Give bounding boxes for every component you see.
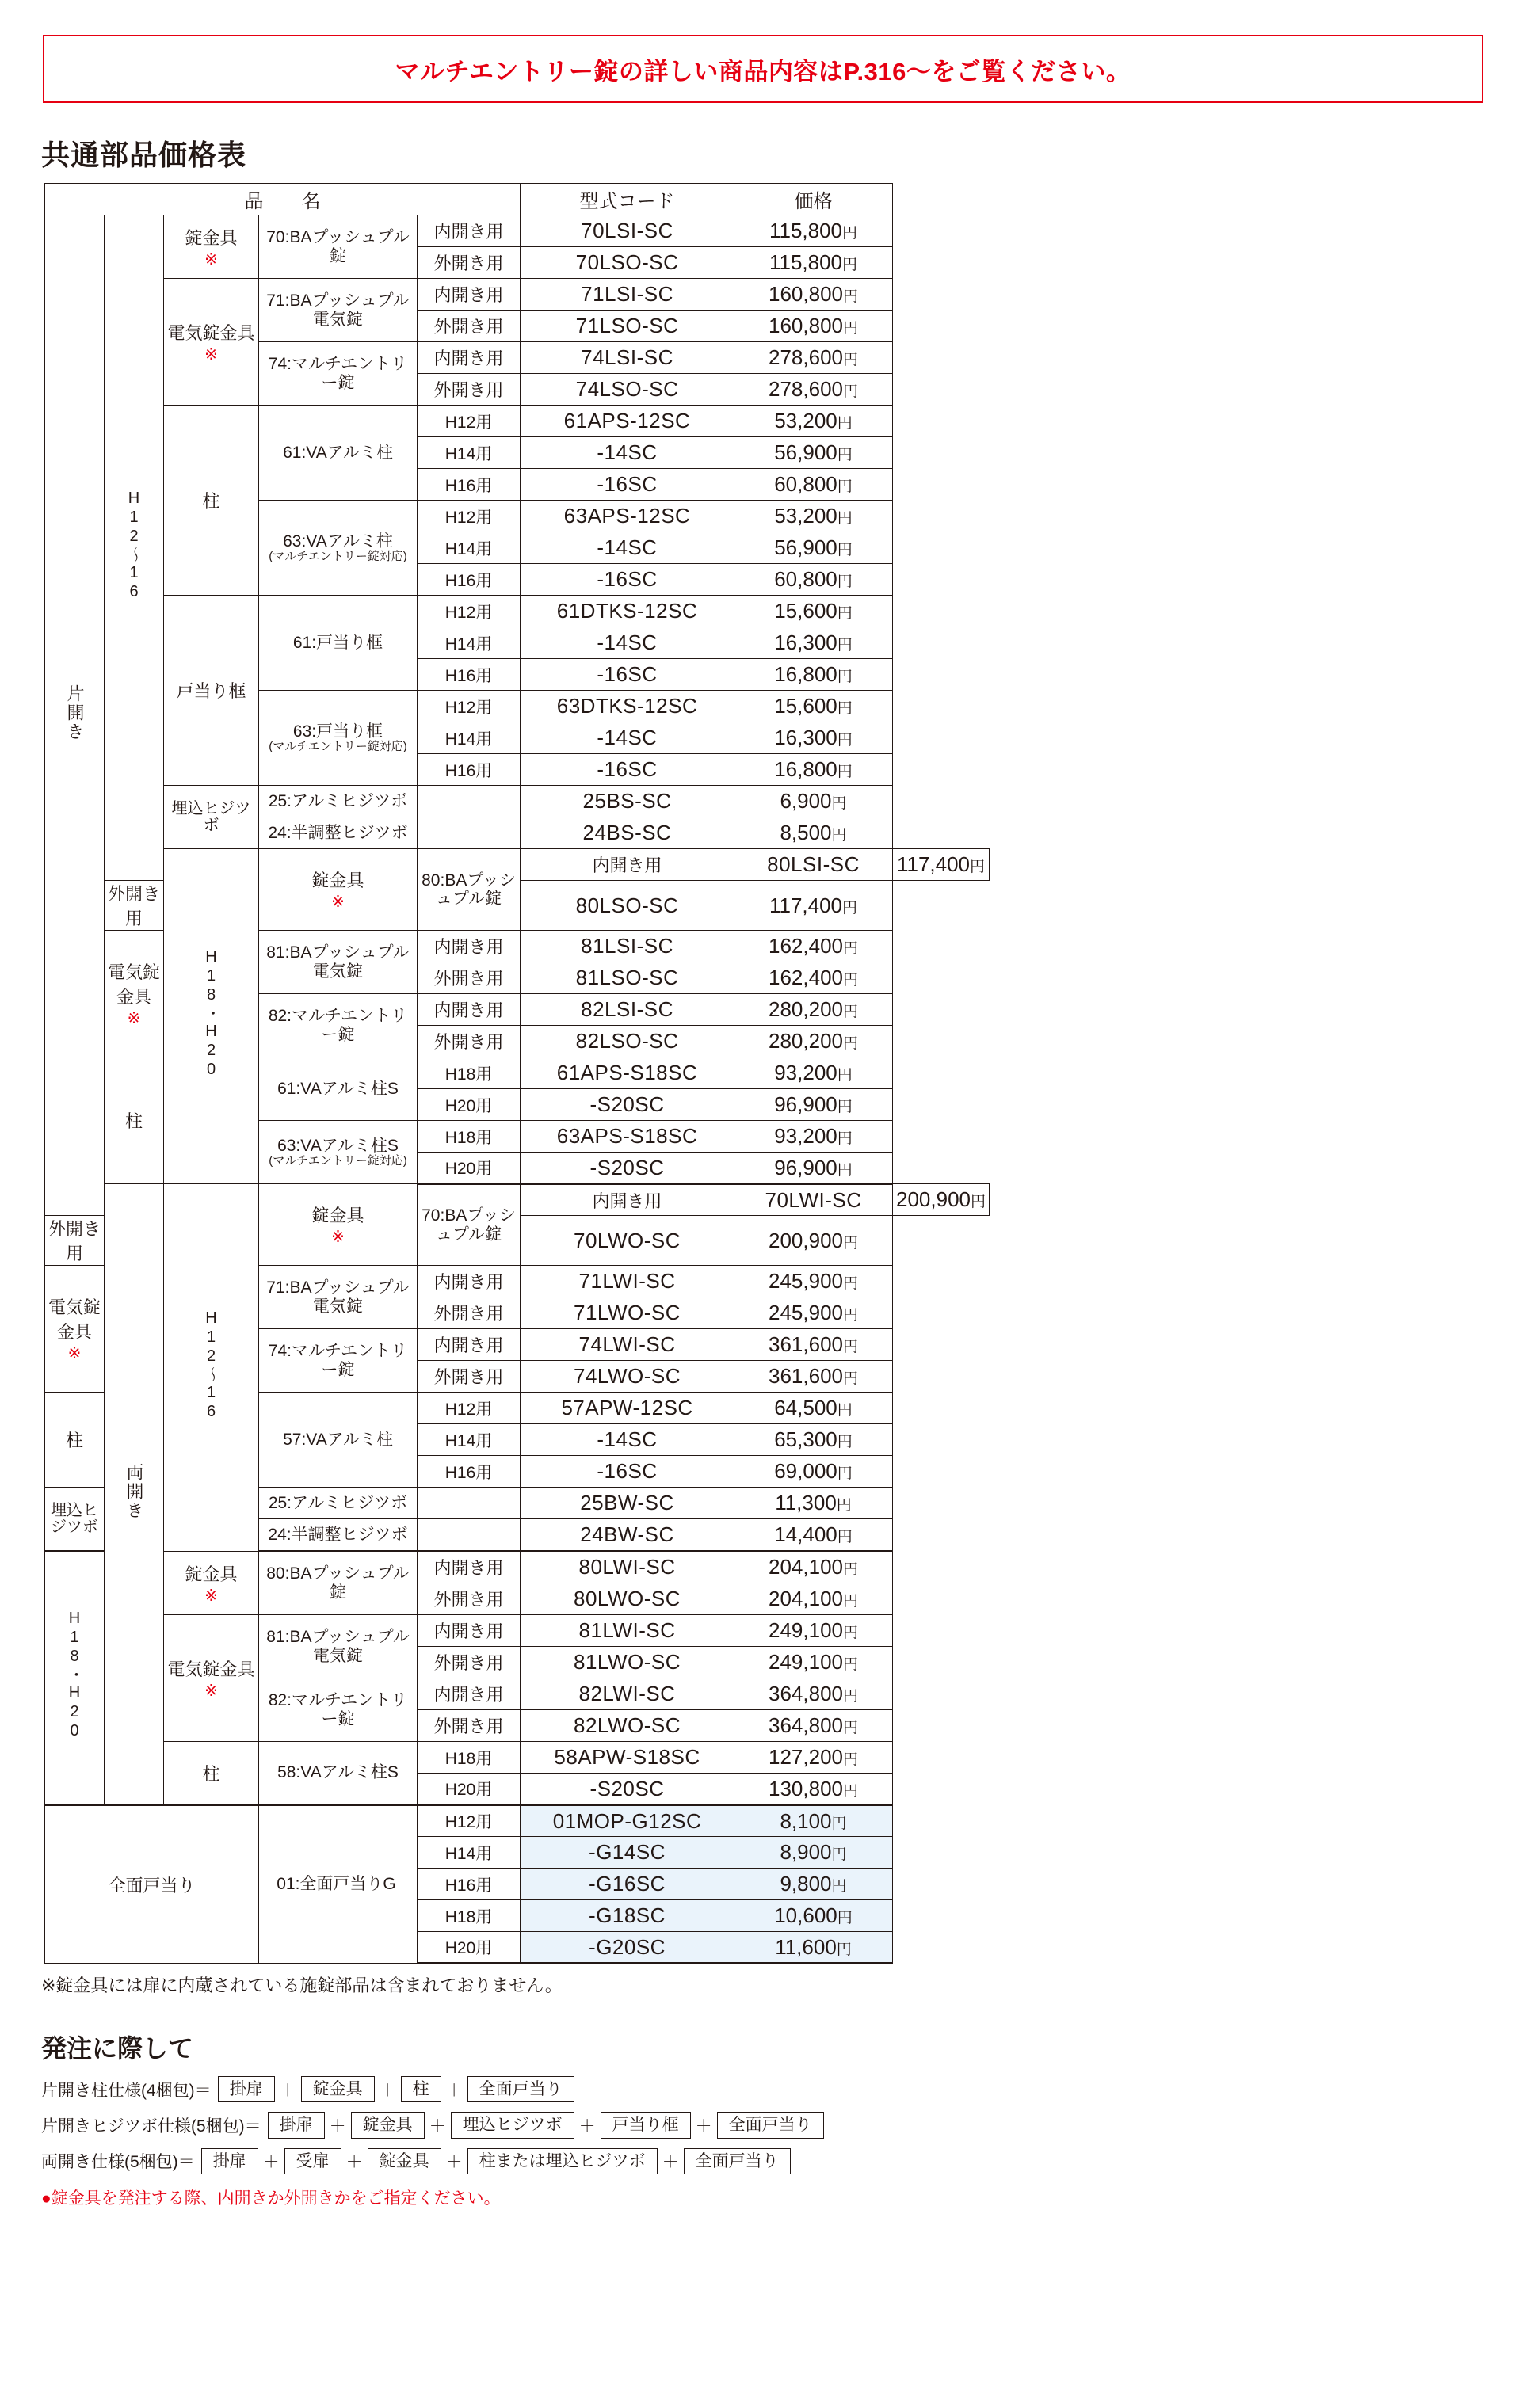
price: 160,800円 (734, 311, 893, 342)
plus-sign: ＋ (279, 2081, 296, 2100)
category-cell: 錠金具 ※ (259, 849, 418, 931)
item-name: 24:半調整ヒジツボ (259, 1519, 418, 1551)
model-code: 82LSI-SC (521, 994, 734, 1026)
direction: 外開き用 (418, 1710, 521, 1742)
model-code: 58APW-S18SC (521, 1742, 734, 1774)
item-name: 81:BAプッシュプル電気錠 (259, 931, 418, 994)
model-code: 71LWO-SC (521, 1297, 734, 1329)
model-code: 81LSI-SC (521, 931, 734, 962)
item-name: 25:アルミヒジツボ (259, 786, 418, 817)
item-name: 61:VAアルミ柱 (259, 406, 418, 501)
direction (418, 1488, 521, 1519)
height-option: H16用 (418, 469, 521, 501)
direction: 外開き用 (418, 1361, 521, 1393)
item-name: 71:BAプッシュプル電気錠 (259, 279, 418, 342)
height-option: H12用 (418, 596, 521, 627)
height-option: H20用 (418, 1774, 521, 1805)
notice-banner (43, 35, 1483, 103)
direction: 内開き用 (521, 849, 734, 881)
category-cell: 電気錠金具 ※ (164, 1615, 259, 1742)
height-option: H18用 (418, 1900, 521, 1932)
item-name: 61:VAアルミ柱S (259, 1057, 418, 1121)
direction: 外開き用 (105, 881, 164, 931)
category-cell: 錠金具 ※ (164, 1552, 259, 1615)
price: 364,800円 (734, 1710, 893, 1742)
order-note: ●錠金具を発注する際、内開きか外開きかをご指定ください。 (41, 2189, 501, 2208)
price: 15,600円 (734, 691, 893, 722)
model-code: -S20SC (521, 1774, 734, 1805)
header-code: 型式コード (521, 184, 734, 215)
item-name: 63:VAアルミ柱 (マルチエントリー錠対応) (259, 501, 418, 596)
height-option: H12用 (418, 406, 521, 437)
plus-sign: ＋ (345, 2153, 363, 2172)
model-code: 74LSO-SC (521, 374, 734, 406)
order-line-1 (41, 2076, 1526, 2102)
category-cell: 電気錠金具 ※ (164, 279, 259, 406)
model-code: 01MOP-G12SC (521, 1805, 734, 1837)
item-name: 81:BAプッシュプル電気錠 (259, 1615, 418, 1678)
model-code: -16SC (521, 564, 734, 596)
model-code: 71LWI-SC (521, 1266, 734, 1297)
height-option: H12用 (418, 691, 521, 722)
model-code: 25BS-SC (521, 786, 734, 817)
order-chip: 戸当り框 (601, 2112, 691, 2138)
model-code: 61DTKS-12SC (521, 596, 734, 627)
price: 200,900円 (734, 1216, 893, 1266)
height-option: H20用 (418, 1153, 521, 1184)
direction: 外開き用 (418, 1026, 521, 1057)
full-stopper-label: 全面戸当り (45, 1805, 259, 1964)
order-chip: 錠金具 (301, 2076, 375, 2102)
model-code: 70LSO-SC (521, 247, 734, 279)
model-code: 74LWO-SC (521, 1361, 734, 1393)
order-line-2-label: 片開きヒジツボ仕様(5梱包)＝ (41, 2117, 261, 2136)
price: 14,400円 (734, 1519, 893, 1551)
price: 53,200円 (734, 501, 893, 532)
order-section-title: 発注に際して (41, 2034, 194, 2063)
item-name: 80:BAプッシュプル錠 (418, 849, 521, 931)
direction: 外開き用 (418, 374, 521, 406)
direction: 外開き用 (418, 1297, 521, 1329)
height-option: H12用 (418, 1805, 521, 1837)
open-type-ryoubiraki: 両開き (105, 1184, 164, 1805)
model-code: 25BW-SC (521, 1488, 734, 1519)
table-row (45, 279, 990, 311)
order-line-1-label: 片開き柱仕様(4梱包)＝ (41, 2081, 212, 2100)
model-code: 80LSO-SC (521, 881, 734, 931)
model-code: 82LWO-SC (521, 1710, 734, 1742)
model-code: -G16SC (521, 1869, 734, 1900)
plus-sign: ＋ (329, 2117, 346, 2136)
model-code: 82LSO-SC (521, 1026, 734, 1057)
price: 204,100円 (734, 1583, 893, 1615)
price: 11,600円 (734, 1932, 893, 1964)
model-code: -16SC (521, 469, 734, 501)
item-name: 25:アルミヒジツボ (259, 1488, 418, 1519)
plus-sign: ＋ (578, 2117, 596, 2136)
price: 280,200円 (734, 1026, 893, 1057)
price: 11,300円 (734, 1488, 893, 1519)
table-row (45, 849, 990, 881)
model-code: 80LWI-SC (521, 1552, 734, 1583)
category-cell: 柱 (45, 1393, 105, 1488)
price: 93,200円 (734, 1057, 893, 1089)
price: 16,300円 (734, 627, 893, 659)
category-cell: 錠金具 ※ (164, 215, 259, 279)
height-option: H16用 (418, 659, 521, 691)
order-chip: 全面戸当り (684, 2148, 791, 2174)
price: 8,900円 (734, 1837, 893, 1869)
price: 15,600円 (734, 596, 893, 627)
model-code: -16SC (521, 1456, 734, 1488)
order-chip: 全面戸当り (717, 2112, 824, 2138)
model-code: -G20SC (521, 1932, 734, 1964)
height-option: H14用 (418, 437, 521, 469)
height-block-h18-h20-2: H18・H20 (45, 1552, 105, 1805)
price: 115,800円 (734, 247, 893, 279)
header-name: 品 名 (45, 184, 521, 215)
plus-sign: ＋ (262, 2153, 280, 2172)
direction: 外開き用 (418, 962, 521, 994)
item-name: 63:戸当り框 (マルチエントリー錠対応) (259, 691, 418, 786)
model-code: -14SC (521, 627, 734, 659)
price: 65,300円 (734, 1424, 893, 1456)
category-cell: 電気錠金具 ※ (105, 931, 164, 1057)
order-chip: 柱 (401, 2076, 441, 2102)
direction: 内開き用 (418, 342, 521, 374)
order-chip: 全面戸当り (467, 2076, 574, 2102)
order-chip: 柱または埋込ヒジツボ (467, 2148, 658, 2174)
height-option: H16用 (418, 1869, 521, 1900)
model-code: 24BW-SC (521, 1519, 734, 1551)
price: 96,900円 (734, 1089, 893, 1121)
direction: 外開き用 (418, 247, 521, 279)
model-code: 71LSO-SC (521, 311, 734, 342)
height-block-h18-h20: H18・H20 (164, 849, 259, 1184)
direction: 外開き用 (418, 1583, 521, 1615)
direction: 内開き用 (418, 994, 521, 1026)
price: 130,800円 (734, 1774, 893, 1805)
order-chip: 錠金具 (368, 2148, 441, 2174)
height-option: H16用 (418, 1456, 521, 1488)
order-chip: 掛扉 (268, 2112, 325, 2138)
open-type-katabiraki: 片開き (45, 215, 105, 1216)
table-row (45, 406, 990, 437)
item-name: 74:マルチエントリー錠 (259, 342, 418, 406)
model-code: 70LWI-SC (734, 1184, 893, 1216)
height-option: H14用 (418, 1424, 521, 1456)
direction: 内開き用 (418, 1329, 521, 1361)
category-cell: 電気錠金具 ※ (45, 1266, 105, 1393)
page-title: 共通部品価格表 (41, 139, 247, 171)
plus-sign: ＋ (429, 2117, 446, 2136)
model-code: 63APS-S18SC (521, 1121, 734, 1153)
direction: 外開き用 (418, 311, 521, 342)
category-cell: 戸当り框 (164, 596, 259, 786)
price: 60,800円 (734, 469, 893, 501)
table-row (45, 1742, 990, 1774)
table-body (45, 215, 990, 1964)
price: 8,500円 (734, 817, 893, 849)
height-option: H20用 (418, 1089, 521, 1121)
item-name: 24:半調整ヒジツボ (259, 817, 418, 849)
direction: 内開き用 (418, 215, 521, 247)
category-cell: 柱 (164, 1742, 259, 1805)
direction: 内開き用 (418, 931, 521, 962)
table-row (45, 596, 990, 627)
notice-text: マルチエントリー錠の詳しい商品内容はP.316～をご覧ください。 (395, 57, 1131, 86)
model-code: 57APW-12SC (521, 1393, 734, 1424)
model-code: -14SC (521, 532, 734, 564)
order-chip: 掛扉 (218, 2076, 275, 2102)
price: 53,200円 (734, 406, 893, 437)
table-row (45, 215, 990, 247)
price: 361,600円 (734, 1329, 893, 1361)
model-code: -16SC (521, 659, 734, 691)
plus-sign: ＋ (662, 2153, 679, 2172)
price: 162,400円 (734, 931, 893, 962)
height-block-h12-16: H12～16 (105, 215, 164, 881)
price: 69,000円 (734, 1456, 893, 1488)
price: 245,900円 (734, 1266, 893, 1297)
order-line-3-label: 両開き仕様(5梱包)＝ (41, 2153, 195, 2172)
model-code: -S20SC (521, 1153, 734, 1184)
price: 200,900円 (893, 1184, 990, 1216)
model-code: -14SC (521, 722, 734, 754)
price: 361,600円 (734, 1361, 893, 1393)
item-name: 57:VAアルミ柱 (259, 1393, 418, 1488)
order-chip: 掛扉 (201, 2148, 258, 2174)
price: 8,100円 (734, 1805, 893, 1837)
price: 16,800円 (734, 659, 893, 691)
order-line-2 (41, 2112, 1526, 2138)
model-code: 80LSI-SC (734, 849, 893, 881)
plus-sign: ＋ (379, 2081, 396, 2100)
price: 9,800円 (734, 1869, 893, 1900)
price: 249,100円 (734, 1647, 893, 1678)
model-code: 24BS-SC (521, 817, 734, 849)
price: 16,800円 (734, 754, 893, 786)
model-code: -14SC (521, 437, 734, 469)
direction (418, 1519, 521, 1551)
height-option: H18用 (418, 1742, 521, 1774)
model-code: -G14SC (521, 1837, 734, 1869)
height-option: H18用 (418, 1057, 521, 1089)
model-code: 74LSI-SC (521, 342, 734, 374)
direction: 外開き用 (45, 1216, 105, 1266)
item-name: 74:マルチエントリー錠 (259, 1329, 418, 1393)
model-code: 70LWO-SC (521, 1216, 734, 1266)
category-cell: 柱 (164, 406, 259, 596)
plus-sign: ＋ (445, 2153, 463, 2172)
price: 117,400円 (893, 849, 990, 881)
height-option: H14用 (418, 532, 521, 564)
price: 280,200円 (734, 994, 893, 1026)
table-row (45, 1805, 990, 1837)
price: 16,300円 (734, 722, 893, 754)
price: 364,800円 (734, 1678, 893, 1710)
price: 56,900円 (734, 437, 893, 469)
item-name: 63:VAアルミ柱S (マルチエントリー錠対応) (259, 1121, 418, 1184)
category-cell: 埋込ヒジツボ (164, 786, 259, 849)
height-option: H20用 (418, 1932, 521, 1964)
model-code: 61APS-12SC (521, 406, 734, 437)
item-name: 80:BAプッシュプル錠 (259, 1552, 418, 1615)
direction (418, 786, 521, 817)
order-chip: 錠金具 (351, 2112, 425, 2138)
model-code: 71LSI-SC (521, 279, 734, 311)
table-row (45, 1615, 990, 1647)
model-code: -14SC (521, 1424, 734, 1456)
model-code: 61APS-S18SC (521, 1057, 734, 1089)
price: 278,600円 (734, 374, 893, 406)
table-footnote: ※錠金具には扉に内蔵されている施錠部品は含まれておりません。 (41, 1976, 563, 1995)
price: 6,900円 (734, 786, 893, 817)
model-code: 63APS-12SC (521, 501, 734, 532)
category-cell: 錠金具 ※ (259, 1184, 418, 1266)
model-code: -G18SC (521, 1900, 734, 1932)
direction: 内開き用 (418, 1615, 521, 1647)
direction (418, 817, 521, 849)
model-code: 70LSI-SC (521, 215, 734, 247)
model-code: 80LWO-SC (521, 1583, 734, 1615)
price: 96,900円 (734, 1153, 893, 1184)
height-option: H12用 (418, 1393, 521, 1424)
order-chip: 埋込ヒジツボ (451, 2112, 574, 2138)
plus-sign: ＋ (445, 2081, 463, 2100)
height-option: H16用 (418, 564, 521, 596)
item-name: 71:BAプッシュプル電気錠 (259, 1266, 418, 1329)
price: 127,200円 (734, 1742, 893, 1774)
direction: 内開き用 (418, 279, 521, 311)
plus-sign: ＋ (695, 2117, 712, 2136)
price: 278,600円 (734, 342, 893, 374)
direction: 内開き用 (418, 1678, 521, 1710)
price: 56,900円 (734, 532, 893, 564)
direction: 内開き用 (418, 1266, 521, 1297)
item-name: 70:BAプッシュプル錠 (418, 1184, 521, 1266)
model-code: 81LWI-SC (521, 1615, 734, 1647)
item-name: 61:戸当り框 (259, 596, 418, 691)
model-code: 81LSO-SC (521, 962, 734, 994)
price: 204,100円 (734, 1552, 893, 1583)
price: 60,800円 (734, 564, 893, 596)
header-price: 価格 (734, 184, 893, 215)
height-option: H14用 (418, 1837, 521, 1869)
item-name: 82:マルチエントリー錠 (259, 994, 418, 1057)
table-row (45, 786, 990, 817)
model-code: -S20SC (521, 1089, 734, 1121)
direction: 内開き用 (418, 1552, 521, 1583)
price: 245,900円 (734, 1297, 893, 1329)
item-name: 82:マルチエントリー錠 (259, 1678, 418, 1742)
table-row (45, 1184, 990, 1216)
full-stopper-item: 01:全面戸当りG (259, 1805, 418, 1964)
table-header (45, 184, 990, 215)
model-code: 74LWI-SC (521, 1329, 734, 1361)
height-option: H16用 (418, 754, 521, 786)
model-code: -16SC (521, 754, 734, 786)
order-line-3 (41, 2148, 1526, 2174)
model-code: 81LWO-SC (521, 1647, 734, 1678)
price: 160,800円 (734, 279, 893, 311)
table-row (45, 1552, 990, 1583)
category-cell: 埋込ヒジツボ (45, 1488, 105, 1551)
order-chip: 受扉 (284, 2148, 341, 2174)
item-name: 70:BAプッシュプル錠 (259, 215, 418, 279)
price: 117,400円 (734, 881, 893, 931)
height-option: H12用 (418, 501, 521, 532)
model-code: 82LWI-SC (521, 1678, 734, 1710)
height-option: H14用 (418, 722, 521, 754)
catalog-page (0, 35, 1526, 2241)
direction: 内開き用 (521, 1184, 734, 1216)
price-table (44, 183, 990, 1964)
price: 162,400円 (734, 962, 893, 994)
price: 115,800円 (734, 215, 893, 247)
category-cell: 柱 (105, 1057, 164, 1184)
model-code: 63DTKS-12SC (521, 691, 734, 722)
direction: 外開き用 (418, 1647, 521, 1678)
price: 64,500円 (734, 1393, 893, 1424)
height-option: H18用 (418, 1121, 521, 1153)
height-option: H14用 (418, 627, 521, 659)
price: 93,200円 (734, 1121, 893, 1153)
item-name: 58:VAアルミ柱S (259, 1742, 418, 1805)
height-block-h12-16-2: H12～16 (164, 1184, 259, 1552)
price: 10,600円 (734, 1900, 893, 1932)
price: 249,100円 (734, 1615, 893, 1647)
